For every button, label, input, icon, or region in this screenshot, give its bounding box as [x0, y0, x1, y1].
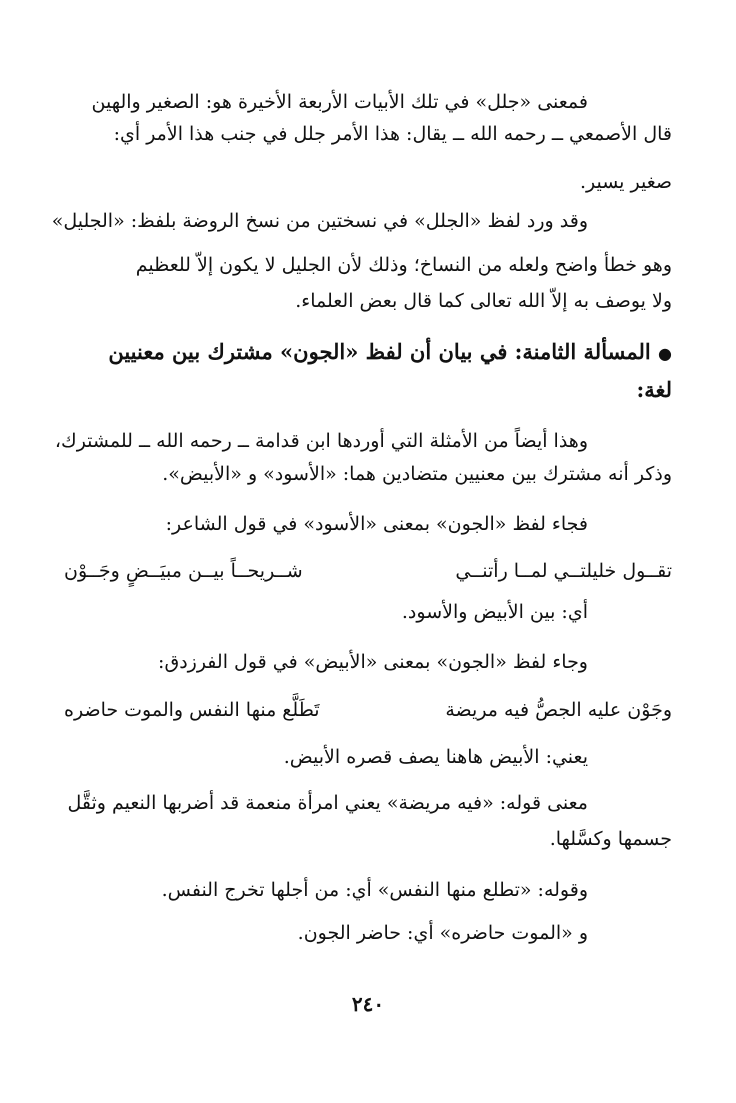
page-number: ٢٤٠: [351, 992, 385, 1016]
paragraph-line: ولا يوصف به إلاّ الله تعالى كما قال بعض العلماء.: [295, 290, 672, 312]
paragraph-line: معنى قوله: «فيه مريضة» يعني امرأة منعمة قد أضربها النعيم وثقَّل: [67, 792, 588, 814]
verse-second-hemistich: شــريحــاً بيــن مبيَــضٍ وجَــوْن: [64, 560, 303, 582]
verse-first-hemistich: تقــول خليلتــي لمــا رأتنــي: [455, 560, 672, 582]
paragraph-line: فجاء لفظ «الجون» بمعنى «الأسود» في قول الشاعر:: [165, 513, 588, 535]
paragraph-line: وقوله: «تطلع منها النفس» أي: من أجلها تخرج النفس.: [161, 879, 588, 901]
bullet-icon: ●: [658, 344, 672, 363]
paragraph-line: وهو خطأ واضح ولعله من النساخ؛ وذلك لأن الجليل لا يكون إلاّ للعظيم: [135, 254, 672, 276]
paragraph-line: صغير يسير.: [579, 171, 672, 193]
paragraph-line: وهذا أيضاً من الأمثلة التي أوردها ابن قدامة ــ رحمه الله ــ للمشترك،: [54, 430, 588, 452]
paragraph-line: فمعنى «جلل» في تلك الأبيات الأربعة الأخيرة هو: الصغير والهين: [91, 91, 588, 113]
paragraph-line: يعني: الأبيض هاهنا يصف قصره الأبيض.: [283, 746, 588, 768]
paragraph-line: جسمها وكسَّلها.: [549, 828, 672, 850]
paragraph-line: وقد ورد لفظ «الجلل» في نسختين من نسخ الروضة بلفظ: «الجليل»: [51, 210, 588, 232]
paragraph-line: وجاء لفظ «الجون» بمعنى «الأبيض» في قول الفرزدق:: [158, 651, 588, 673]
paragraph-line: وذكر أنه مشترك بين معنيين متضادين هما: «الأسود» و «الأبيض».: [162, 463, 672, 485]
paragraph-line: و «الموت حاضره» أي: حاضر الجون.: [297, 922, 588, 944]
section-heading-text: المسألة الثامنة: في بيان أن لفظ «الجون» مشترك بين معنيين: [108, 339, 651, 364]
section-heading: [64, 338, 672, 368]
paragraph-line: قال الأصمعي ــ رحمه الله ــ يقال: هذا الأمر جلل في جنب هذا الأمر أي:: [113, 123, 672, 145]
verse-first-hemistich: وجَوْن عليه الجصُّ فيه مريضة: [445, 699, 672, 721]
section-heading-line: لغة:: [636, 377, 672, 402]
verse-second-hemistich: تَطَلَّع منها النفس والموت حاضره: [64, 699, 320, 721]
paragraph-line: أي: بين الأبيض والأسود.: [401, 601, 588, 623]
